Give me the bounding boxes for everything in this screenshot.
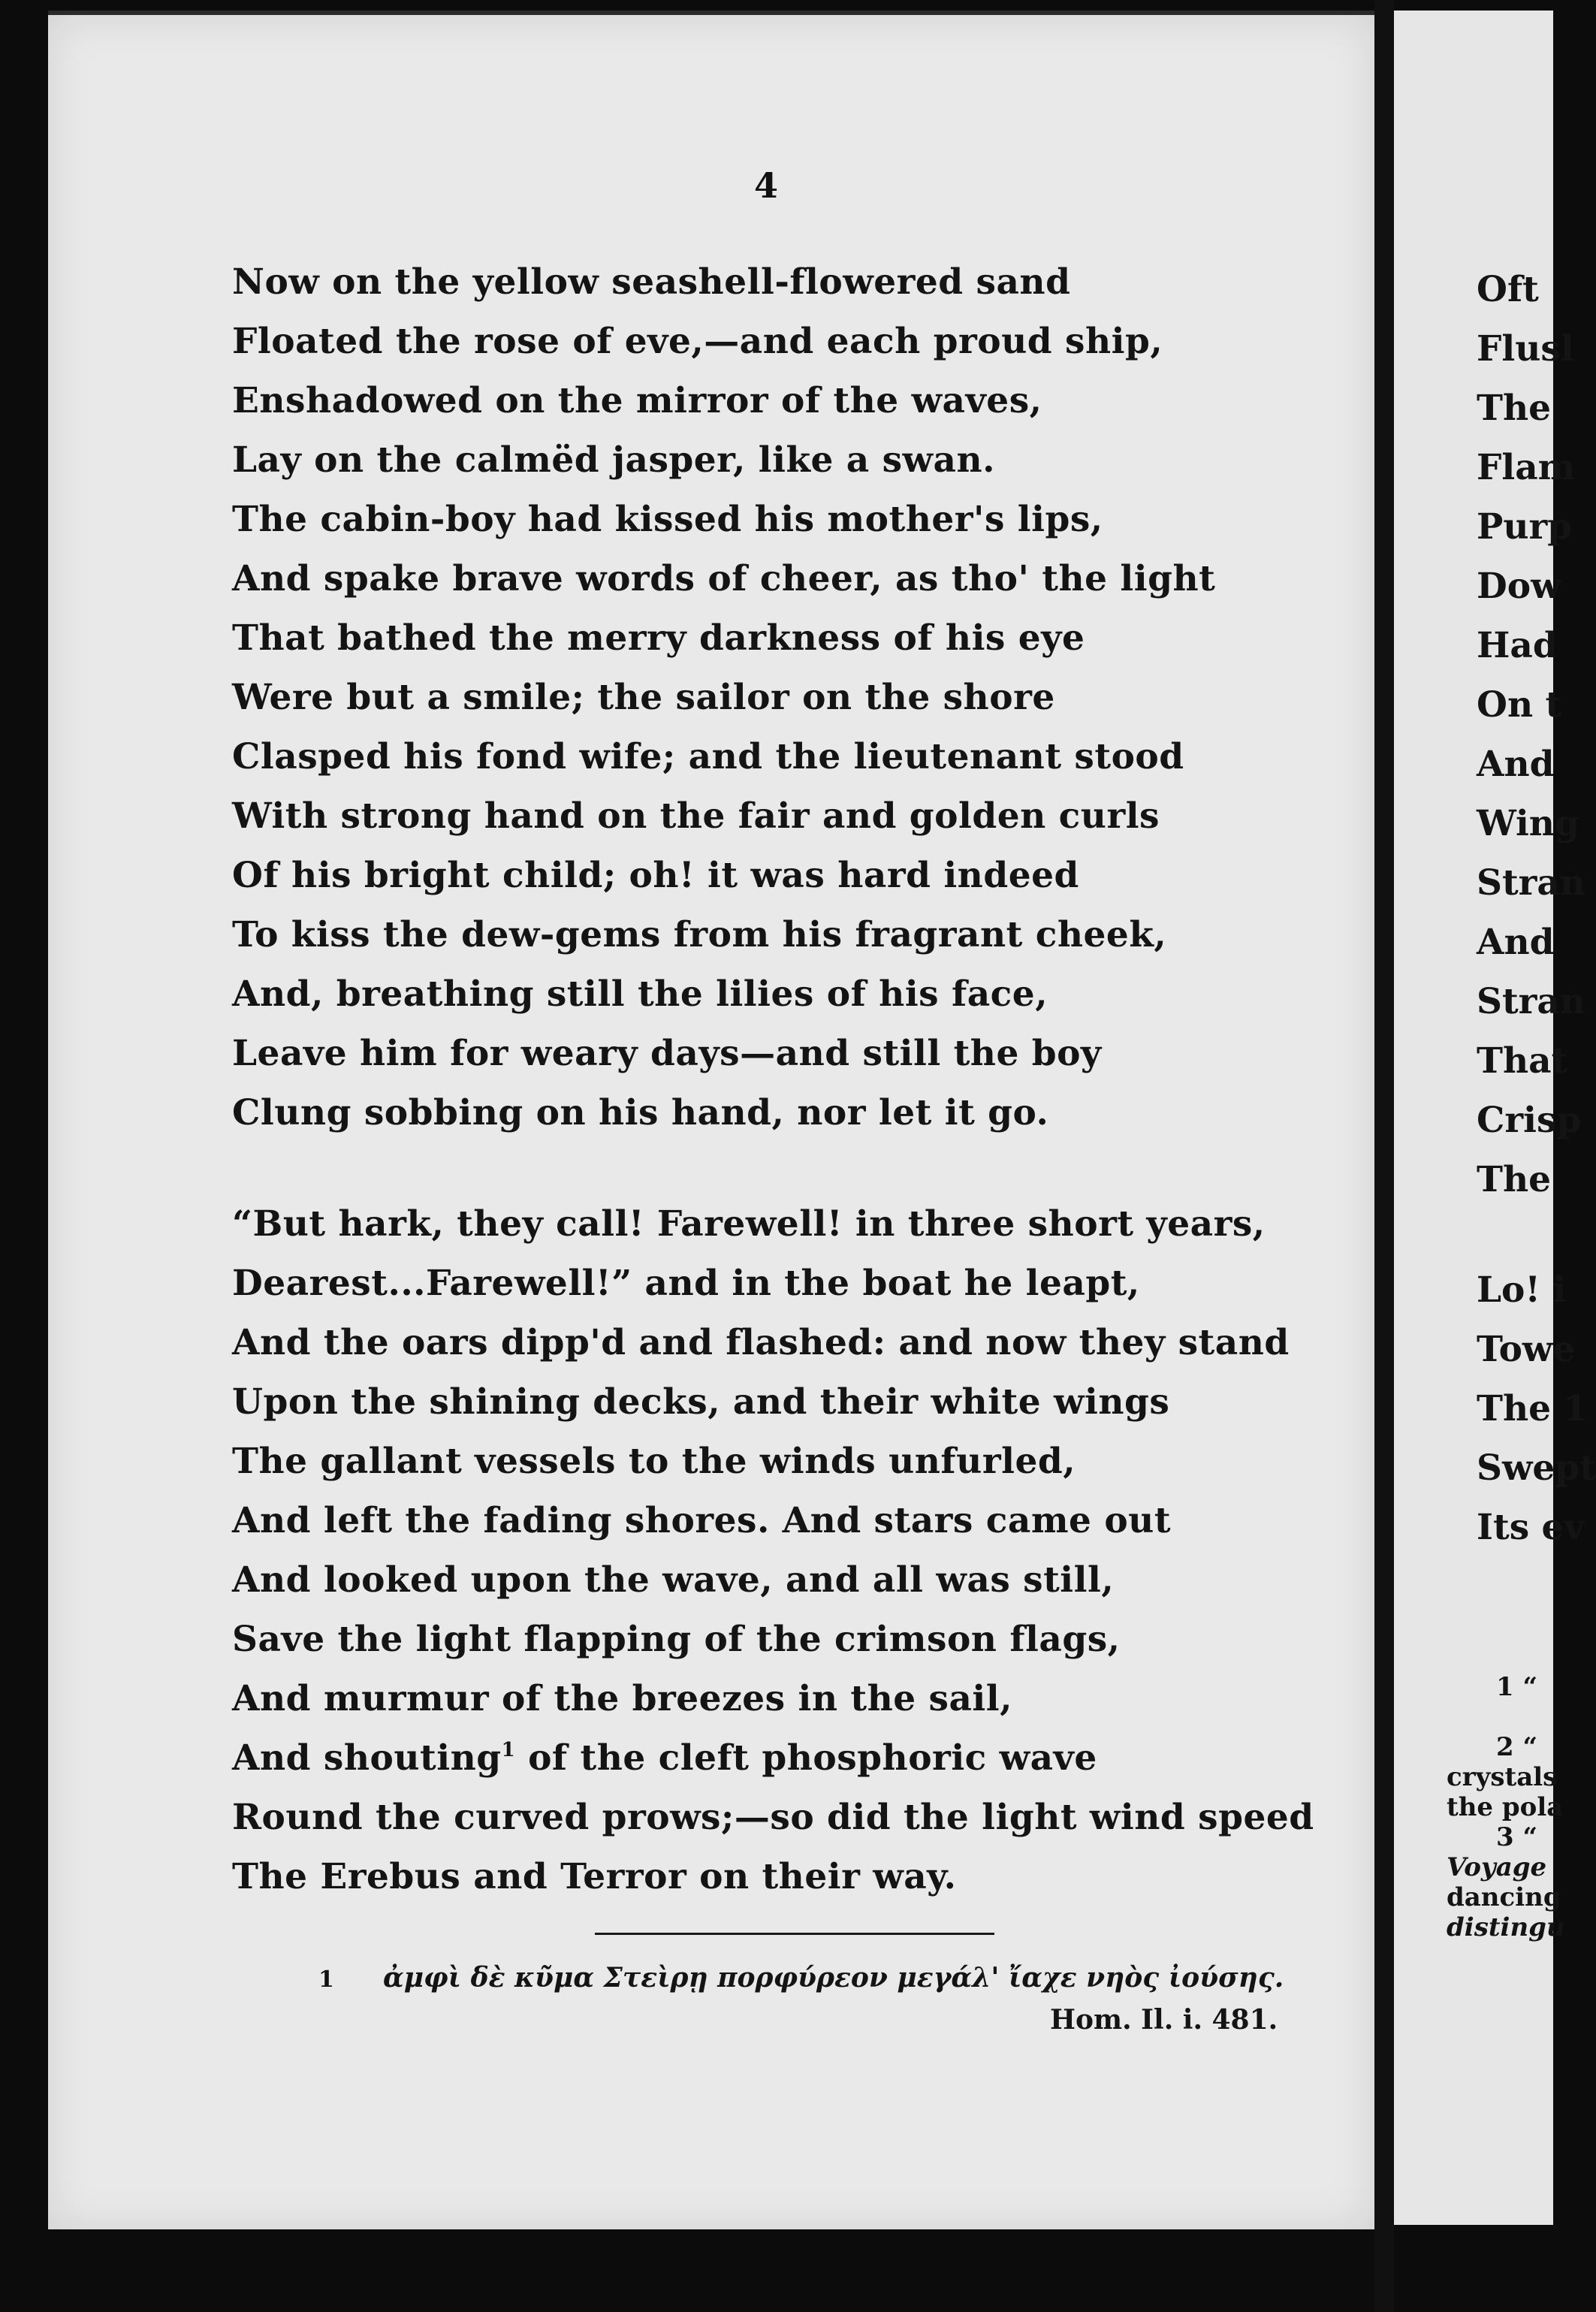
right-page-stanza-1: [1477, 260, 1585, 1209]
right-footnote-line: distingu: [1447, 1912, 1565, 1942]
right-footnote-line: 2 “: [1496, 1732, 1538, 1762]
right-line: Stran: [1477, 862, 1586, 904]
right-page-partial: [1394, 11, 1596, 2225]
left-page: [48, 11, 1374, 2229]
right-line: Wing: [1477, 803, 1579, 844]
poem-line-footnoted: [232, 1728, 1359, 1788]
right-line: The: [1477, 1159, 1552, 1200]
right-footnote-line: 1 “: [1496, 1672, 1538, 1702]
right-line: Towe: [1477, 1329, 1576, 1370]
right-line: The 1: [1477, 1388, 1588, 1429]
poem-line: Save the light flapping of the crimson flags,: [232, 1619, 1121, 1660]
right-footnote-line: dancing: [1447, 1882, 1561, 1912]
right-line: Swept: [1477, 1447, 1596, 1489]
poem-line: Clung sobbing on his hand, nor let it go.: [232, 1092, 1049, 1133]
right-line: On t: [1477, 684, 1562, 726]
footnote-greek-quote: ἀμφὶ δὲ κῦμα Στεὶρῃ πορφύρεον μεγάλ' ἴαχε νηὸς ἰούσης.: [383, 1962, 1284, 1994]
poem-line: To kiss the dew-gems from his fragrant cheek,: [232, 914, 1167, 955]
poem-line: And murmur of the breezes in the sail,: [232, 1678, 1013, 1719]
poem-line: Dearest...Farewell!” and in the boat he leapt,: [232, 1263, 1140, 1304]
poem-line: The gallant vessels to the winds unfurled,: [232, 1441, 1076, 1482]
poem-line: Leave him for weary days—and still the boy: [232, 1033, 1102, 1074]
right-footnote-line: the pola: [1447, 1792, 1564, 1822]
right-line: Flusl: [1477, 328, 1574, 370]
poem-line: Enshadowed on the mirror of the waves,: [232, 380, 1042, 421]
right-line: Lo! i: [1477, 1269, 1567, 1311]
right-page-footnotes: [1447, 1672, 1565, 1942]
poem-line: Round the curved prows;—so did the light wind speed: [232, 1797, 1314, 1838]
poem-line-start: And shouting: [232, 1737, 502, 1779]
poem-line: Lay on the calmëd jasper, like a swan.: [232, 439, 996, 481]
right-line: Had: [1477, 625, 1558, 666]
footnote-number: 1: [318, 1966, 334, 1993]
poem-stanza-1: [232, 252, 1359, 1142]
right-page-stanza-2: [1477, 1260, 1596, 1557]
footnote-divider: [595, 1933, 994, 1935]
poem-line: Of his bright child; oh! it was hard indeed: [232, 855, 1079, 896]
right-footnote-line: crystals: [1447, 1762, 1558, 1792]
poem-stanza-2: [232, 1194, 1359, 1906]
poem-line: The Erebus and Terror on their way.: [232, 1856, 957, 1897]
right-footnote-line: 3 “: [1496, 1822, 1538, 1852]
footnote-citation: Hom. Il. i. 481.: [1050, 2004, 1278, 2036]
right-line: Purp: [1477, 506, 1573, 548]
book-gutter: [1374, 0, 1394, 2312]
right-line: And: [1477, 744, 1555, 785]
right-line: Flam: [1477, 447, 1576, 488]
poem-line: Now on the yellow seashell-flowered sand: [232, 261, 1071, 303]
right-line: Crisp: [1477, 1100, 1582, 1141]
poem-line: The cabin-boy had kissed his mother's lips,: [232, 499, 1103, 540]
page-number: 4: [754, 165, 779, 206]
poem-line: And left the fading shores. And stars came out: [232, 1500, 1172, 1541]
footnote-marker: 1: [501, 1739, 516, 1761]
right-footnote-spacer: [1447, 1702, 1565, 1732]
right-footnote-line: Voyage: [1447, 1852, 1547, 1882]
poem-line: And looked upon the wave, and all was still,: [232, 1559, 1115, 1601]
poem-line: That bathed the merry darkness of his eye: [232, 617, 1085, 659]
right-line: And: [1477, 922, 1555, 963]
right-line: The: [1477, 388, 1552, 429]
right-line: Stran: [1477, 981, 1586, 1022]
poem-line: Were but a smile; the sailor on the shore: [232, 677, 1055, 718]
right-line: Dow: [1477, 566, 1561, 607]
poem-line: And, breathing still the lilies of his face,: [232, 973, 1048, 1015]
poem-line: And the oars dipp'd and flashed: and now they stand: [232, 1322, 1290, 1363]
right-line: Its ev: [1477, 1507, 1585, 1548]
right-line: Oft: [1477, 269, 1539, 310]
poem-line: Floated the rose of eve,—and each proud ship,: [232, 321, 1163, 362]
poem-line: Clasped his fond wife; and the lieutenant stood: [232, 736, 1184, 777]
poem-line: Upon the shining decks, and their white wings: [232, 1381, 1170, 1423]
poem-line: “But hark, they call! Farewell! in three short years,: [232, 1203, 1266, 1245]
poem-line: With strong hand on the fair and golden curls: [232, 795, 1160, 837]
poem-line-end: of the cleft phosphoric wave: [515, 1737, 1097, 1779]
right-line: That: [1477, 1040, 1568, 1082]
poem-line: And spake brave words of cheer, as tho' the light: [232, 558, 1216, 599]
